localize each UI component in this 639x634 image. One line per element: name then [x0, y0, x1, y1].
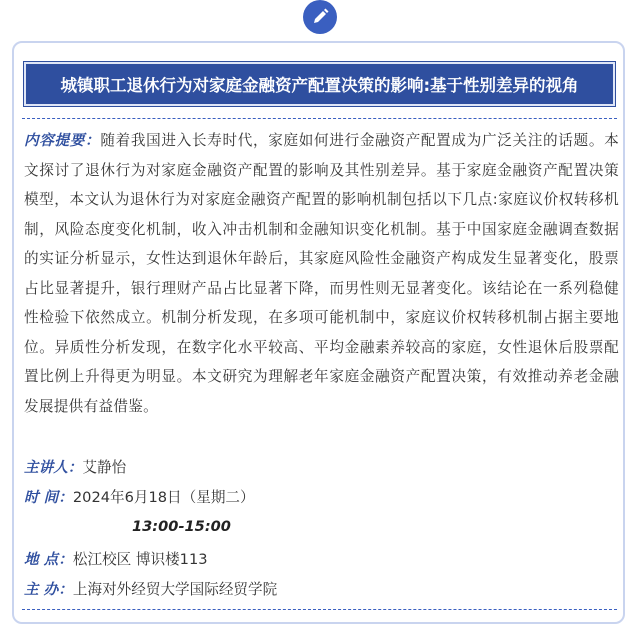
- location-row: [24, 548, 208, 569]
- host-value: 上海对外经贸大学国际经贸学院: [72, 581, 278, 598]
- host-label: 主 办：: [24, 581, 73, 598]
- location-value: 松江校区 博识楼113: [72, 551, 208, 568]
- abstract-text: 随着我国进入长寿时代，家庭如何进行金融资产配置成为广泛关注的话题。本文探讨了退休行为对家庭金融资产配置的影响及其性别差异。基于家庭金融资产配置决策模型，本文认为退休行为对家庭金融资产配置的影响机制包括以下几点:家庭议价权转移机制，风险态度变化机制，收入冲击机制和金融知识变化机制。基于中国家庭金融调查数据的实证分析显示，女性达到退休年龄后，其家庭风险性金融资产构成发生显著变化，股票占比显著提升，银行理财产品占比显著下降，而男性则无显著变化。该结论在一系列稳健性检验下依然成立。机制分析发现，在多项可能机制中，家庭议价权转移机制占据主要地位。异质性分析发现，在数字化水平较高、平均金融素养较高的家庭，女性退休后股票配置比例上升得更为明显。本文研究为理解老年家庭金融资产配置决策，有效推动养老金融发展提供有益借鉴。: [24, 132, 619, 415]
- time-label: 时 间：: [24, 489, 73, 506]
- speaker-row: [24, 456, 126, 477]
- speaker-label: 主讲人：: [24, 459, 83, 476]
- host-row: [24, 578, 277, 599]
- seminar-card: [12, 41, 625, 624]
- divider-top: [22, 118, 617, 119]
- abstract-label: 内容提要：: [24, 132, 101, 149]
- speaker-value: 艾静怡: [82, 459, 127, 476]
- pencil-icon: [303, 0, 337, 34]
- time-row: [24, 486, 255, 507]
- page-title: 城镇职工退休行为对家庭金融资产配置决策的影响:基于性别差异的视角: [60, 76, 579, 95]
- divider-bottom: [22, 609, 617, 610]
- time-hours: 13:00-15:00: [132, 518, 231, 535]
- time-date: 2024年6月18日（星期二）: [72, 489, 255, 506]
- abstract-block: [24, 126, 619, 421]
- title-banner: [24, 62, 615, 106]
- location-label: 地 点：: [24, 551, 73, 568]
